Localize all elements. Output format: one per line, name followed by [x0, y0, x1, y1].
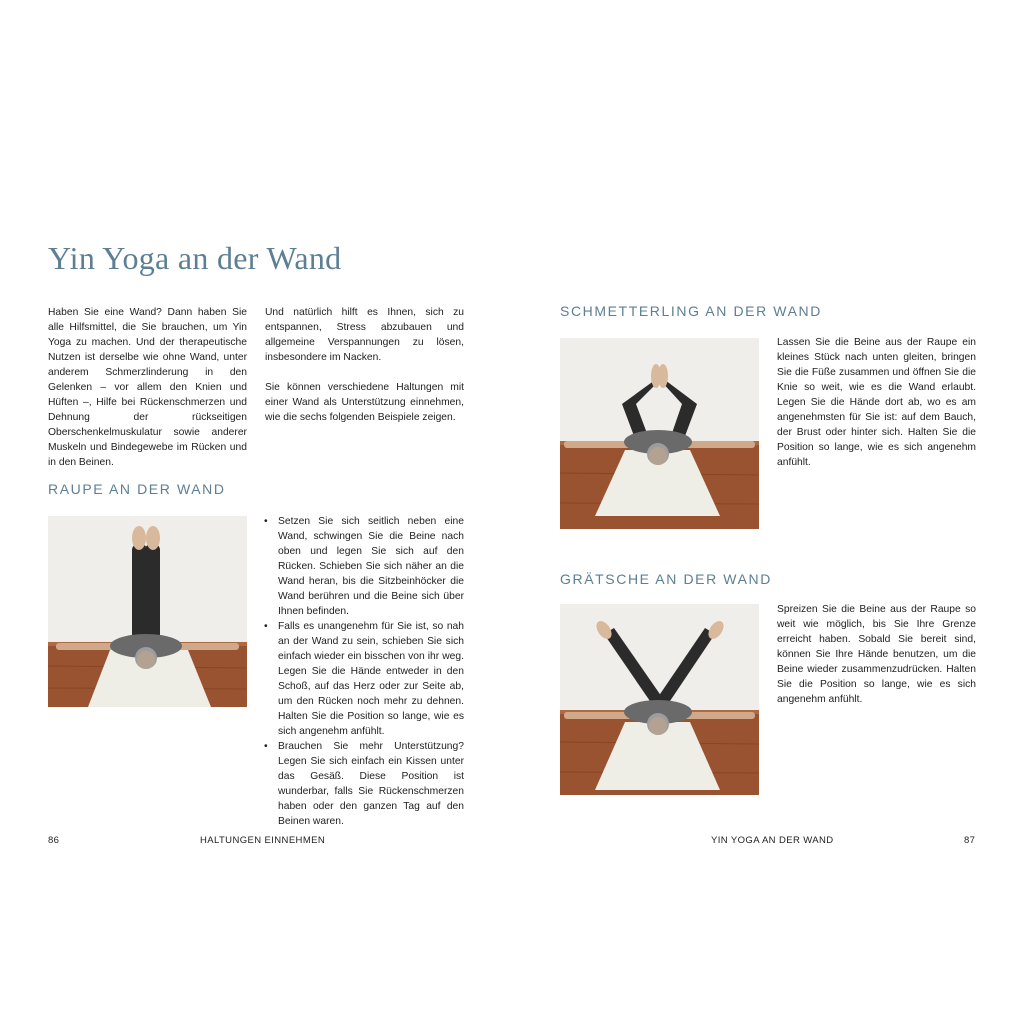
butterfly-wall-pose-photo	[560, 338, 759, 529]
schmetterling-text: Lassen Sie die Beine aus der Raupe ein kleines Stück nach unten gleiten, bringen Sie die Füße zusammen und öffnen Sie die Knie so weit, wie es die Wand erlaubt. Legen Sie die Hände dort ab, wo es am angenehmsten für Sie ist: auf dem Bauch, der Brust oder hinter sich. Halten Sie die Position so lange, wie es sich angenehm anfühlt.	[777, 337, 976, 468]
intro-paragraph-2: Und natürlich hilft es Ihnen, sich zu entspannen, Stress abzubauen und allgemeine Verspannungen zu lösen, insbesondere im Nacken.	[265, 307, 464, 363]
running-header-right: YIN YOGA AN DER WAND	[711, 835, 834, 846]
graetsche-heading: GRÄTSCHE AN DER WAND	[560, 571, 772, 587]
page-number-right: 87	[964, 835, 976, 846]
schmetterling-heading: SCHMETTERLING AN DER WAND	[560, 303, 822, 319]
intro-column-1	[48, 305, 247, 470]
intro-column-2	[265, 305, 464, 425]
raupe-instructions	[264, 514, 464, 829]
running-header-left: HALTUNGEN EINNEHMEN	[200, 835, 326, 846]
list-item: • Falls es unangenehm für Sie ist, so nah an der Wand zu sein, schieben Sie sich einfach wieder ein bisschen von ihr weg. Legen Sie die Hände entweder in den Schoß, auf das Herz oder zur Seite ab, um den Rücken noch mehr zu dehnen. Halten Sie die Position so lange, wie es sich angenehm anfühlt.	[264, 619, 464, 739]
straddle-wall-pose-photo	[560, 604, 759, 795]
list-item: • Brauchen Sie mehr Unterstützung? Legen Sie sich einfach ein Kissen unter das Gesäß. Diese Position ist wunderbar, falls Sie Rückenschmerzen haben oder den ganzen Tag auf den Beinen waren.	[264, 739, 464, 829]
page-title: Yin Yoga an der Wand	[48, 240, 342, 276]
list-item: • Setzen Sie sich seitlich neben eine Wand, schwingen Sie die Beine nach oben und legen Sie sich auf den Rücken. Schieben Sie sich näher an die Wand heran, bis die Sitzbeinhöcker die Wand berühren und die Beine sich über Ihnen befinden.	[264, 514, 464, 619]
graetsche-text: Spreizen Sie die Beine aus der Raupe so weit wie möglich, bis Sie Ihre Grenze erreicht haben. Sobald Sie bereit sind, können Sie Ihre Hände benutzen, um die Beine wieder zusammenzudrücken. Halten Sie die Position so lange, wie es sich angenehm anfühlt.	[777, 604, 976, 705]
legs-up-wall-pose-photo	[48, 516, 247, 707]
intro-paragraph-1: Haben Sie eine Wand? Dann haben Sie alle Hilfsmittel, die Sie brauchen, um Yin Yoga zu machen. Und der therapeutische Nutzen ist derselbe wie ohne Wand, unter anderem Schmerzlinderung in den Gelenken – vor allem den Knien und Hüften –, Hilfe bei Rückenschmerzen und Dehnung der rückseitigen Oberschenkelmuskulatur sowie anderer Muskeln und Bindegewebe im Rücken und in den Beinen.	[48, 307, 247, 468]
intro-paragraph-3: Sie können verschiedene Haltungen mit einer Wand als Unterstützung einnehmen, wie die sechs folgenden Beispiele zeigen.	[265, 382, 464, 423]
raupe-heading: RAUPE AN DER WAND	[48, 481, 226, 497]
page-number-left: 86	[48, 835, 60, 846]
